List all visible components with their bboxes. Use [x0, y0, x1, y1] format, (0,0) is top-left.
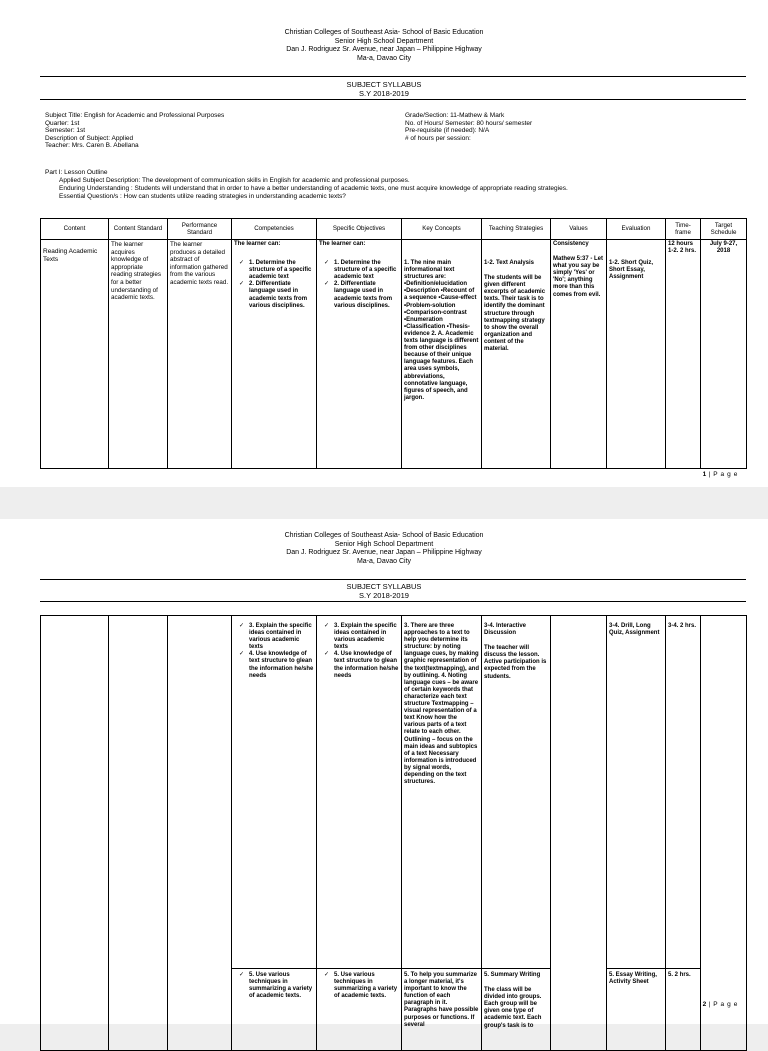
strategy-title: 1-2. Text Analysis [484, 260, 535, 266]
checkmark-icon: ✓ [238, 651, 245, 658]
applied-subject-description: Applied Subject Description: The development of communication skills in English for academic and professional purposes. [59, 177, 410, 184]
syllabus-title: SUBJECT SYLLABUS [346, 582, 422, 591]
header-performance-standard: Performance Standard [168, 219, 232, 240]
syllabus-title: SUBJECT SYLLABUS [346, 80, 422, 89]
checkmark-icon: ✓ [238, 972, 245, 978]
competency-item: ✓ 3. Explain the specific ideas contained in various academic texts [234, 623, 314, 651]
cell-content: Reading Academic Texts [41, 240, 109, 469]
quarter: Quarter: 1st [45, 119, 80, 127]
competencies-intro: The learner can: [234, 241, 281, 247]
objective-item: ✓ 4. Use knowledge of text structure to glean the information he/she needs [319, 651, 399, 679]
checkmark-icon: ✓ [323, 651, 330, 658]
cell-timeframe: 3-4. 2 hrs. [666, 616, 701, 969]
school-address: Dan J. Rodriguez Sr. Avenue, near Japan – Philippine Highway [286, 549, 482, 556]
subject-title: Subject Title: English for Academic and Professional Purposes [45, 112, 225, 119]
department-name: Senior High School Department [334, 37, 434, 45]
checkmark-icon: ✓ [323, 972, 330, 978]
header-key-concepts: Key Concepts [402, 219, 482, 240]
header-teaching-strategies: Teaching Strategies [482, 219, 551, 240]
department-name: Senior High School Department [334, 540, 434, 548]
cell-specific-objectives-b [317, 969, 402, 1051]
subject-description: Description of Subject: Applied [45, 134, 134, 142]
strategy-description: The teacher will discuss the lesson. Active participation is expected from the students. [484, 645, 547, 680]
table-row [41, 240, 747, 469]
header-divider [40, 579, 746, 580]
cell-timeframe: 12 hours 1-2. 2 hrs. [666, 240, 701, 469]
school-year: S.Y 2018-2019 [359, 89, 409, 98]
competency-item: ✓ 1. Determine the structure of a specific academic text [234, 260, 314, 281]
competency-item: ✓ 2. Differentiate language used in academic texts from various disciplines. [234, 281, 314, 309]
competency-item: ✓ 4. Use knowledge of text structure to glean the information he/she needs [234, 651, 314, 679]
value-title: Consistency [553, 241, 589, 247]
page-number: 1 | P a g e [702, 471, 738, 478]
objective-item: ✓ 3. Explain the specific ideas contained in various academic texts [319, 623, 399, 651]
cell-timeframe-b: 5. 2 hrs. [666, 969, 701, 1051]
header-specific-objectives: Specific Objectives [317, 219, 402, 240]
cell-content-standard: The learner acquires knowledge of appropriate reading strategies for a better understanding of academic texts. [109, 240, 168, 469]
header-target-schedule: Target Schedule [701, 219, 747, 240]
strategy-title: 3-4. Interactive Discussion [484, 623, 527, 637]
objectives-intro: The learner can: [319, 241, 366, 247]
cell-specific-objectives [317, 616, 402, 969]
lesson-outline-heading: Part I: Lesson Outline [45, 169, 108, 176]
cell-key-concepts-b: 5. To help you summarize a longer material, it's important to know the function of each paragraph in it. Paragraphs have possible purposes or functions. If several [402, 969, 482, 1051]
page-2 [0, 519, 768, 1029]
prerequisite: Pre-requisite (if needed): N/A [405, 127, 490, 135]
cell-evaluation-b: 5. Essay Writing, Activity Sheet [607, 969, 666, 1051]
table-header-row [41, 219, 747, 240]
cell-content-standard [109, 616, 168, 1051]
lesson-outline [45, 169, 568, 201]
grade-section: Grade/Section: 11-Mathew & Mark [405, 112, 505, 119]
checkmark-icon: ✓ [238, 281, 245, 288]
school-header [0, 29, 768, 63]
school-city: Ma-a, Davao City [356, 54, 412, 62]
strategy-description: The class will be divided into groups. Each group will be given one type of academic text. Each group's task is to [484, 987, 542, 1029]
header-content: Content [41, 219, 109, 240]
semester: Semester: 1st [45, 127, 86, 135]
cell-values [551, 616, 607, 1051]
school-name: Christian Colleges of Southeast Asia- School of Basic Education [284, 29, 484, 36]
header-competencies: Competencies [232, 219, 317, 240]
cell-teaching-strategies [482, 240, 551, 469]
header-evaluation: Evaluation [607, 219, 666, 240]
subject-info-right [405, 112, 532, 142]
competency-item: ✓ 5. Use various techniques in summarizing a variety of academic texts. [234, 972, 314, 1000]
title-divider [40, 99, 746, 100]
cell-competencies-b [232, 969, 317, 1051]
cell-key-concepts: 3. There are three approaches to a text to help you determine its structure: by noting language cues, by making graphic representation of the text(textmapping), and by outlining. 4. Noting language cues – be aware of certain keywords that characterize each text structure Textmapping – visual representation of a text Know how the various parts of a text relate to each other. Outlining – focus on the main ideas and subtopics of a text Necessary information is introduced by signal words, depending on the text structures. [402, 616, 482, 969]
header-values: Values [551, 219, 607, 240]
cell-target-schedule: July 9-27, 2018 [701, 240, 747, 469]
enduring-understanding: Enduring Understanding : Students will understand that in order to have a better understanding of academic texts, one must acquire knowledge of appropriate reading strategies. [59, 185, 568, 192]
school-year: S.Y 2018-2019 [359, 591, 409, 600]
teacher: Teacher: Mrs. Caren B. Abellana [45, 142, 139, 150]
syllabus-table-page2 [40, 615, 747, 1051]
objective-item: ✓ 2. Differentiate language used in academic texts from various disciplines. [319, 281, 399, 309]
cell-evaluation: 3-4. Drill, Long Quiz, Assignment [607, 616, 666, 969]
essential-question: Essential Question/s : How can students utilize reading strategies in understanding academic texts? [59, 193, 346, 200]
syllabus-table-page1 [40, 218, 747, 469]
cell-key-concepts: 1. The nine main informational text structures are: •Definition/elucidation •Description •Recount of a sequence •Cause-effect •Problem-solution •Comparison-contrast •Enumeration •Classification •Thesis-evidence 2. A. Academic texts language is different from other disciplines because of their unique language features. Each area uses symbols, abbreviations, connotative language, figures of speech, and jargon. [402, 240, 482, 469]
school-city: Ma-a, Davao City [356, 557, 412, 565]
cell-teaching-strategies-b [482, 969, 551, 1051]
cell-teaching-strategies [482, 616, 551, 969]
objective-item: ✓ 1. Determine the structure of a specific academic text [319, 260, 399, 281]
cell-target-schedule [701, 616, 747, 1051]
cell-competencies [232, 240, 317, 469]
cell-specific-objectives [317, 240, 402, 469]
checkmark-icon: ✓ [323, 281, 330, 288]
cell-performance-standard: The learner produces a detailed abstract of information gathered from the various academic texts read. [168, 240, 232, 469]
table-row [41, 616, 747, 969]
page-number: 2 | P a g e [702, 1001, 738, 1008]
checkmark-icon: ✓ [238, 260, 245, 267]
header-divider [40, 76, 746, 77]
cell-content [41, 616, 109, 1051]
header-timeframe: Time-frame [666, 219, 701, 240]
title-divider [40, 601, 746, 602]
value-description: Mathew 5:37 - Let what you say be simply 'Yes' or 'No'; anything more than this comes from evil. [553, 256, 604, 298]
cell-competencies [232, 616, 317, 969]
objective-item: ✓ 5. Use various techniques in summarizing a variety of academic texts. [319, 972, 399, 1000]
header-content-standard: Content Standard [109, 219, 168, 240]
strategy-title: 5. Summary Writing [484, 972, 541, 978]
page-1 [0, 0, 768, 487]
cell-evaluation: 1-2. Short Quiz, Short Essay, Assignment [607, 240, 666, 469]
hours-per-session: # of hours per session: [405, 134, 471, 142]
checkmark-icon: ✓ [323, 260, 330, 267]
checkmark-icon: ✓ [238, 623, 245, 629]
cell-values [551, 240, 607, 469]
hours-per-semester: No. of Hours/ Semester: 80 hours/ semester [405, 119, 533, 127]
checkmark-icon: ✓ [323, 623, 330, 629]
school-name: Christian Colleges of Southeast Asia- School of Basic Education [284, 532, 484, 539]
cell-performance-standard [168, 616, 232, 1051]
school-address: Dan J. Rodriguez Sr. Avenue, near Japan – Philippine Highway [286, 46, 482, 53]
school-header [0, 532, 768, 566]
strategy-description: The students will be given different excerpts of academic texts. Their task is to identify the dominant structure through textmapping strategy to show the overall organization and content of the material. [484, 275, 546, 353]
subject-info-left [45, 112, 224, 150]
